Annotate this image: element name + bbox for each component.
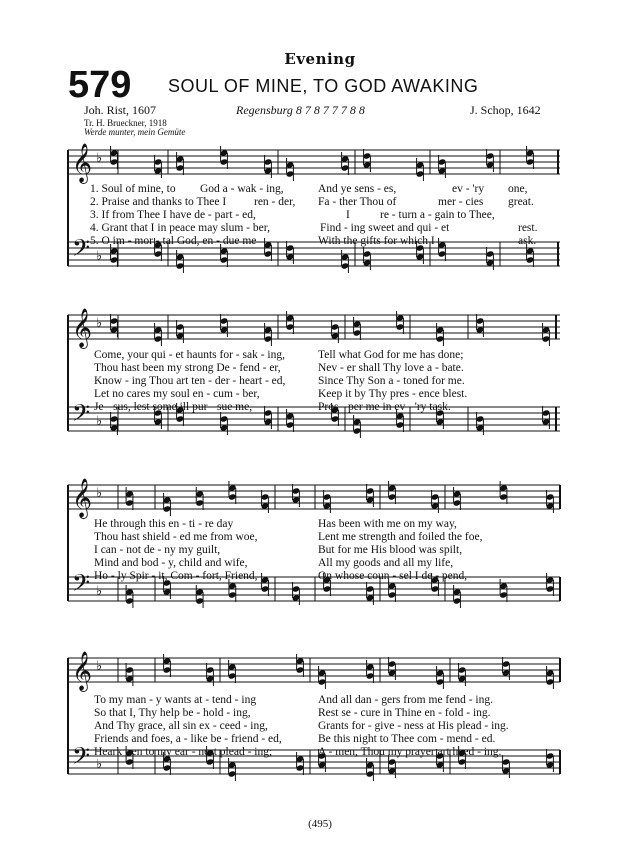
- lyric-segment: Keep it by Thy pres - ence blest.: [318, 388, 468, 400]
- lyric-segment: A - men, Thou my prayer art heed - ing.: [318, 746, 502, 758]
- lyric-segment: rest.: [518, 222, 538, 234]
- lyric-line: [0, 349, 640, 361]
- treble-clef-icon: 𝄞: [72, 651, 93, 691]
- lyric-line: [0, 544, 640, 556]
- lyric-segment: Tell what God for me has done;: [318, 349, 464, 361]
- lyric-segment: With the gifts for which I: [318, 235, 435, 247]
- bass-clef-icon: 𝄢: [72, 234, 91, 267]
- lyric-segment: Pros - per me in ev - 'ry task.: [318, 401, 451, 413]
- lyric-segment: Lent me strength and foiled the foe,: [318, 531, 483, 543]
- german-title: Werde munter, mein Gemüte: [84, 127, 186, 137]
- lyric-segment: mer - cies: [438, 196, 484, 208]
- lyric-line: [0, 362, 640, 374]
- key-flat-icon: ♭: [96, 249, 103, 264]
- lyric-segment: Find - ing sweet and qui - et: [320, 222, 450, 234]
- lyric-segment: Thou hast shield - ed me from woe,: [94, 531, 258, 543]
- lyric-segment: Grants for - give - ness at His plead - ing.: [318, 720, 509, 732]
- lyric-segment: I: [346, 209, 350, 221]
- lyric-segment: On whose coun - sel I de - pend,: [318, 570, 468, 582]
- lyric-line: [0, 531, 640, 543]
- bass-clef-icon: 𝄢: [72, 399, 91, 432]
- key-flat-icon: ♭: [96, 316, 103, 331]
- lyric-line: [0, 209, 640, 221]
- lyric-line: [0, 183, 640, 195]
- lyric-segment: Rest se - cure in Thine en - fold - ing.: [318, 707, 491, 719]
- lyric-segment: To my man - y wants at - tend - ing: [94, 694, 257, 706]
- lyric-segment: ren - der,: [254, 196, 296, 208]
- treble-clef-icon: 𝄞: [72, 478, 93, 518]
- lyric-segment: 4. Grant that I in peace may slum - ber,: [90, 222, 270, 234]
- author-credit: Joh. Rist, 1607: [84, 103, 157, 117]
- lyric-segment: 1. Soul of mine, to: [90, 183, 176, 195]
- lyric-line: [0, 235, 640, 247]
- lyric-segment: Mind and bod - y, child and wife,: [94, 557, 248, 569]
- lyric-segment: ask.: [518, 235, 537, 247]
- lyric-segment: Friends and foes, a - like be - friend - ed,: [94, 733, 282, 745]
- lyric-line: [0, 388, 640, 400]
- lyric-line: [0, 707, 640, 719]
- key-flat-icon: ♭: [96, 584, 103, 599]
- treble-clef-icon: 𝄞: [72, 308, 93, 348]
- tune-name: Regensburg 8 7 8 7 7 7 8 8: [236, 103, 365, 117]
- lyric-segment: Je - sus, lest some ill pur - sue me,: [94, 401, 253, 413]
- key-flat-icon: ♭: [96, 151, 103, 166]
- lyric-line: [0, 570, 640, 582]
- lyric-segment: Has been with me on my way,: [318, 518, 457, 530]
- lyric-segment: 2. Praise and thanks to Thee I: [90, 196, 227, 208]
- hymn-number: 579: [68, 64, 132, 106]
- lyric-segment: Know - ing Thou art ten - der - heart - ed,: [94, 375, 286, 387]
- lyric-line: [0, 720, 640, 732]
- lyric-segment: Come, your qui - et haunts for - sak - ing,: [94, 349, 285, 361]
- bass-clef-icon: 𝄢: [72, 742, 91, 775]
- lyric-line: [0, 196, 640, 208]
- treble-clef-icon: 𝄞: [72, 143, 93, 183]
- hymn-title: SOUL OF MINE, TO GOD AWAKING: [168, 76, 479, 96]
- lyric-segment: And Thy grace, all sin ex - ceed - ing,: [94, 720, 268, 732]
- lyric-line: [0, 401, 640, 413]
- lyric-segment: And all dan - gers from me fend - ing.: [318, 694, 494, 706]
- lyric-segment: All my goods and all my life,: [318, 557, 454, 569]
- lyric-line: [0, 222, 640, 234]
- lyric-segment: Be this night to Thee com - mend - ed.: [318, 733, 496, 745]
- section-heading: Evening: [284, 50, 356, 68]
- key-flat-icon: ♭: [96, 757, 103, 772]
- page-number: (495): [308, 818, 332, 830]
- key-flat-icon: ♭: [96, 659, 103, 674]
- lyric-segment: great.: [508, 196, 534, 208]
- lyric-line: [0, 518, 640, 530]
- lyric-line: [0, 694, 640, 706]
- key-flat-icon: ♭: [96, 486, 103, 501]
- bass-clef-icon: 𝄢: [72, 569, 91, 602]
- lyric-segment: 3. If from Thee I have de - part - ed,: [90, 209, 256, 221]
- lyric-segment: Since Thy Son a - toned for me.: [318, 375, 465, 387]
- lyric-segment: Let no cares my soul en - cum - ber,: [94, 388, 260, 400]
- lyric-line: [0, 375, 640, 387]
- lyric-segment: Nev - er shall Thy love a - bate.: [318, 362, 464, 374]
- translator-credit: Tr. H. Brueckner, 1918: [84, 118, 167, 128]
- lyric-segment: re - turn a - gain to Thee,: [380, 209, 495, 221]
- lyric-line: [0, 557, 640, 569]
- lyric-segment: Thou hast been my strong De - fend - er,: [94, 362, 281, 374]
- lyric-segment: ev - 'ry: [452, 183, 485, 195]
- lyric-segment: Ho - ly Spir - it, Com - fort, Friend,: [94, 570, 258, 582]
- lyric-segment: 5. O im - mor - tal God, en - due me: [90, 235, 257, 247]
- key-flat-icon: ♭: [96, 414, 103, 429]
- lyric-segment: Heark - en to my ear - nest plead - ing;: [94, 746, 273, 758]
- lyric-segment: I can - not de - ny my guilt,: [94, 544, 221, 556]
- lyric-segment: But for me His blood was spilt,: [318, 544, 463, 556]
- lyric-segment: So that I, Thy help be - hold - ing,: [94, 707, 251, 719]
- lyric-segment: And ye sens - es,: [318, 183, 397, 195]
- lyric-segment: God a - wak - ing,: [200, 183, 284, 195]
- lyric-line: [0, 733, 640, 745]
- lyric-line: [0, 746, 640, 758]
- composer-credit: J. Schop, 1642: [470, 103, 541, 117]
- lyric-segment: one,: [508, 183, 528, 195]
- lyric-segment: Fa - ther Thou of: [318, 196, 397, 208]
- lyric-segment: He through this en - ti - re day: [94, 518, 234, 530]
